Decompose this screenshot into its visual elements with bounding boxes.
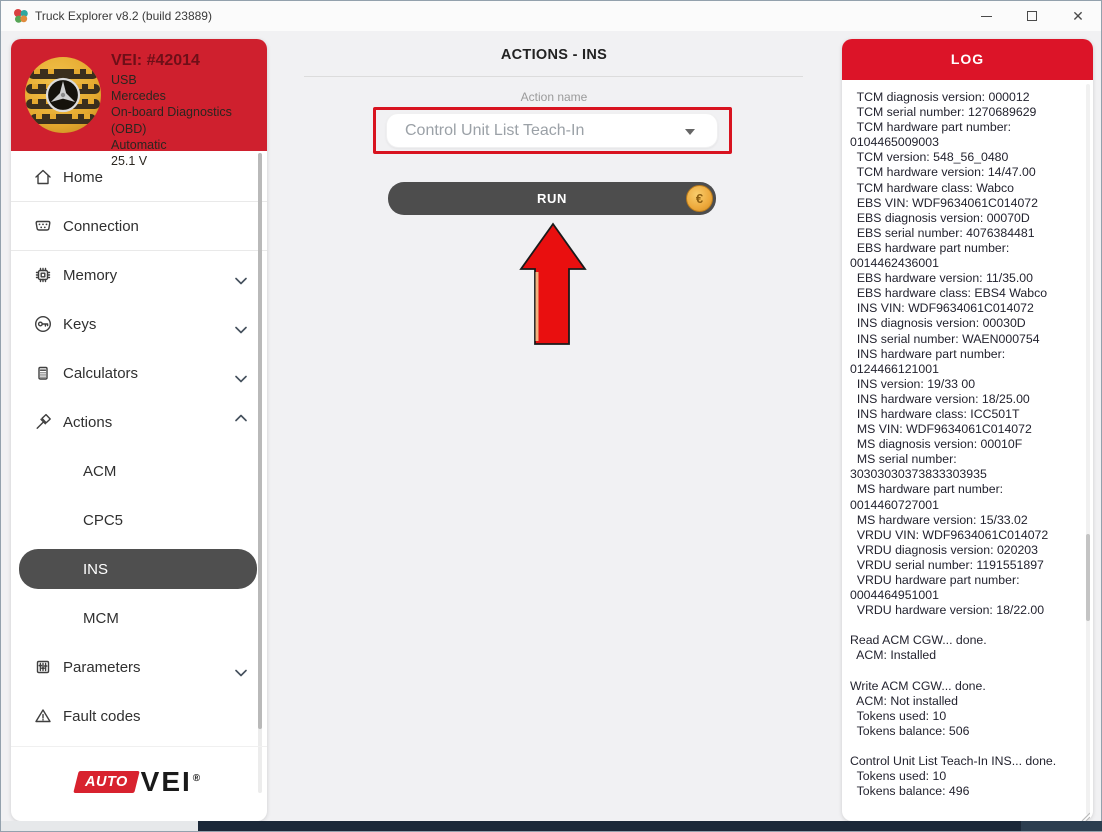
app-logo-icon: [13, 8, 29, 24]
log-line: [850, 739, 1081, 754]
log-line: MS serial number:: [850, 452, 957, 467]
sidebar-item-label: Actions: [63, 414, 113, 431]
log-line: TCM diagnosis version: 000012: [850, 90, 1030, 104]
token-coin-icon: €: [686, 185, 713, 212]
sidebar-item-mcm[interactable]: [11, 594, 267, 643]
log-line: [850, 618, 1081, 633]
log-line: 30303030373833303935: [850, 467, 987, 482]
log-panel: [842, 39, 1093, 821]
log-line: 0014462436001: [850, 256, 939, 271]
minimize-icon: [981, 16, 992, 17]
log-line: TCM hardware part number:: [850, 120, 1012, 135]
autovei-logo: [11, 761, 267, 803]
log-line: VRDU hardware version: 18/22.00: [850, 603, 1045, 618]
log-line: Control Unit List Teach-In INS... done.: [850, 754, 1057, 769]
sidebar-item-ins[interactable]: [11, 545, 267, 594]
mercedes-badge-icon: [24, 56, 102, 134]
log-line: INS VIN: WDF9634061C014072: [850, 301, 1034, 316]
log-line: INS hardware version: 18/25.00: [850, 391, 1030, 406]
log-scrollbar-thumb[interactable]: [1086, 534, 1090, 621]
log-line: Read ACM CGW... done.: [850, 633, 987, 648]
log-line: ACM: Installed: [850, 648, 937, 663]
sidebar-item-home[interactable]: [11, 153, 267, 202]
log-line: 0014460727001: [850, 497, 939, 512]
log-line: EBS hardware part number:: [850, 240, 1010, 255]
chevron-down-icon: [685, 129, 695, 135]
selected-item-pill: [19, 549, 257, 589]
log-line: MS hardware version: 15/33.02: [850, 512, 1028, 527]
log-line: VRDU serial number: 1191551897: [850, 557, 1044, 572]
log-line: TCM hardware version: 14/47.00: [850, 165, 1036, 180]
sidebar-item-acm[interactable]: [11, 447, 267, 496]
log-line: EBS diagnosis version: 00070D: [850, 210, 1030, 225]
log-line: EBS serial number: 4076384481: [850, 225, 1035, 240]
log-line: VRDU hardware part number:: [850, 573, 1020, 587]
key-icon: [33, 314, 53, 334]
sidebar-item-connection[interactable]: [11, 202, 267, 251]
sidebar-item-label: Parameters: [63, 659, 141, 676]
close-icon: ✕: [1072, 8, 1084, 24]
sidebar-item-label: Keys: [63, 316, 97, 333]
device-info-line: 25.1 V: [111, 154, 148, 169]
sidebar-item-label: Calculators: [63, 365, 139, 382]
sidebar-item-label: Memory: [63, 267, 118, 284]
run-button-label: RUN: [537, 191, 567, 206]
log-panel-header: LOG: [842, 39, 1093, 80]
taskbar-active-button[interactable]: [1021, 821, 1102, 831]
chevron-down-icon: [235, 272, 247, 280]
sidebar-item-parameters[interactable]: [11, 643, 267, 692]
log-line: INS hardware part number:: [850, 346, 1006, 361]
device-info-line: Mercedes: [111, 89, 166, 104]
log-line: 0004464951001: [850, 588, 939, 603]
log-line: INS diagnosis version: 00030D: [850, 316, 1026, 331]
sidebar-item-label: Fault codes: [63, 708, 141, 725]
log-line: INS hardware class: ICC501T: [850, 406, 1020, 421]
action-select[interactable]: [386, 113, 718, 148]
title-bar: [1, 1, 1101, 31]
log-line: EBS hardware version: 11/35.00: [850, 271, 1033, 286]
sidebar-item-cpc5[interactable]: [11, 496, 267, 545]
taskbar-segment-light: [1, 821, 198, 831]
memory-chip-icon: [33, 265, 53, 285]
sidebar-item-label: Home: [63, 168, 104, 186]
log-line: TCM version: 548_56_0480: [850, 150, 1009, 165]
device-info-line: On-board Diagnostics (OBD): [111, 105, 232, 136]
log-line: Tokens used: 10: [850, 769, 947, 784]
sidebar-item-actions[interactable]: [11, 398, 267, 447]
action-select-value: Control Unit List Teach-In: [405, 121, 585, 139]
sliders-icon: [33, 657, 53, 677]
minimize-button[interactable]: [963, 1, 1009, 31]
log-line: INS serial number: WAEN000754: [850, 331, 1040, 346]
log-line: MS diagnosis version: 00010F: [850, 437, 1023, 452]
sidebar-subitem-label: CPC5: [83, 512, 124, 529]
close-button[interactable]: [1055, 1, 1101, 31]
log-output: [850, 90, 1081, 811]
maximize-button[interactable]: [1009, 1, 1055, 31]
chevron-down-icon: [235, 321, 247, 329]
registered-mark: ®: [192, 772, 203, 784]
window-title: Truck Explorer v8.2 (build 23889): [35, 9, 212, 23]
log-line: [850, 664, 1081, 679]
sidebar-item-label: Connection: [63, 217, 139, 235]
gavel-icon: [33, 412, 53, 432]
log-line: Tokens used: 10: [850, 708, 947, 723]
sidebar-item-fault-codes[interactable]: [11, 692, 267, 741]
device-id: VEI: #42014: [111, 52, 200, 69]
sidebar-subitem-label: INS: [83, 561, 109, 578]
taskbar: [198, 821, 1021, 831]
log-line: ACM: Not installed: [850, 693, 958, 708]
logo-divider: [11, 746, 267, 747]
log-scrollbar-track[interactable]: [1086, 84, 1090, 815]
run-button[interactable]: [388, 182, 716, 215]
log-line: Write ACM CGW... done.: [850, 678, 986, 693]
chevron-down-icon: [235, 370, 247, 378]
page-title: ACTIONS - INS: [500, 47, 608, 63]
annotation-arrow-up-icon: [519, 222, 587, 351]
sidebar-item-calculators[interactable]: [11, 349, 267, 398]
chevron-up-icon: [235, 419, 247, 427]
log-line: MS VIN: WDF9634061C014072: [850, 422, 1032, 437]
device-info-line: USB: [111, 73, 137, 87]
action-name-label: Action name: [520, 90, 588, 104]
maximize-icon: [1027, 11, 1037, 21]
obd-connector-icon: [33, 216, 53, 236]
log-line: VRDU diagnosis version: 020203: [850, 542, 1038, 557]
log-line: TCM hardware class: Wabco: [850, 180, 1015, 195]
sidebar: [11, 39, 267, 821]
autovei-logo-auto: AUTO: [73, 771, 139, 793]
resize-grip-icon[interactable]: [1080, 808, 1090, 818]
log-line: Tokens balance: 496: [850, 784, 970, 799]
home-icon: [33, 167, 53, 187]
log-line: EBS hardware class: EBS4 Wabco: [850, 286, 1048, 301]
sidebar-item-memory[interactable]: [11, 251, 267, 300]
chevron-down-icon: [235, 664, 247, 672]
calculator-icon: [33, 363, 53, 383]
log-line: 0104465009003: [850, 135, 939, 150]
title-divider: [304, 76, 803, 77]
sidebar-scrollbar-thumb[interactable]: [258, 153, 262, 729]
log-line: MS hardware part number:: [850, 482, 1004, 497]
sidebar-item-keys[interactable]: [11, 300, 267, 349]
warning-triangle-icon: [33, 706, 53, 726]
log-line: 0124466121001: [850, 361, 939, 376]
log-line: EBS VIN: WDF9634061C014072: [850, 195, 1038, 210]
sidebar-menu: [11, 153, 267, 741]
device-header: [11, 39, 267, 169]
autovei-logo-vei: VEI®: [140, 766, 203, 797]
log-line: INS version: 19/33 00: [850, 376, 976, 391]
log-line: Tokens balance: 506: [850, 723, 970, 738]
sidebar-subitem-label: ACM: [83, 463, 117, 480]
device-info-line: Automatic: [111, 137, 167, 152]
sidebar-subitem-label: MCM: [83, 610, 119, 627]
log-line: TCM serial number: 1270689629: [850, 105, 1037, 120]
log-line: VRDU VIN: WDF9634061C014072: [850, 527, 1049, 542]
